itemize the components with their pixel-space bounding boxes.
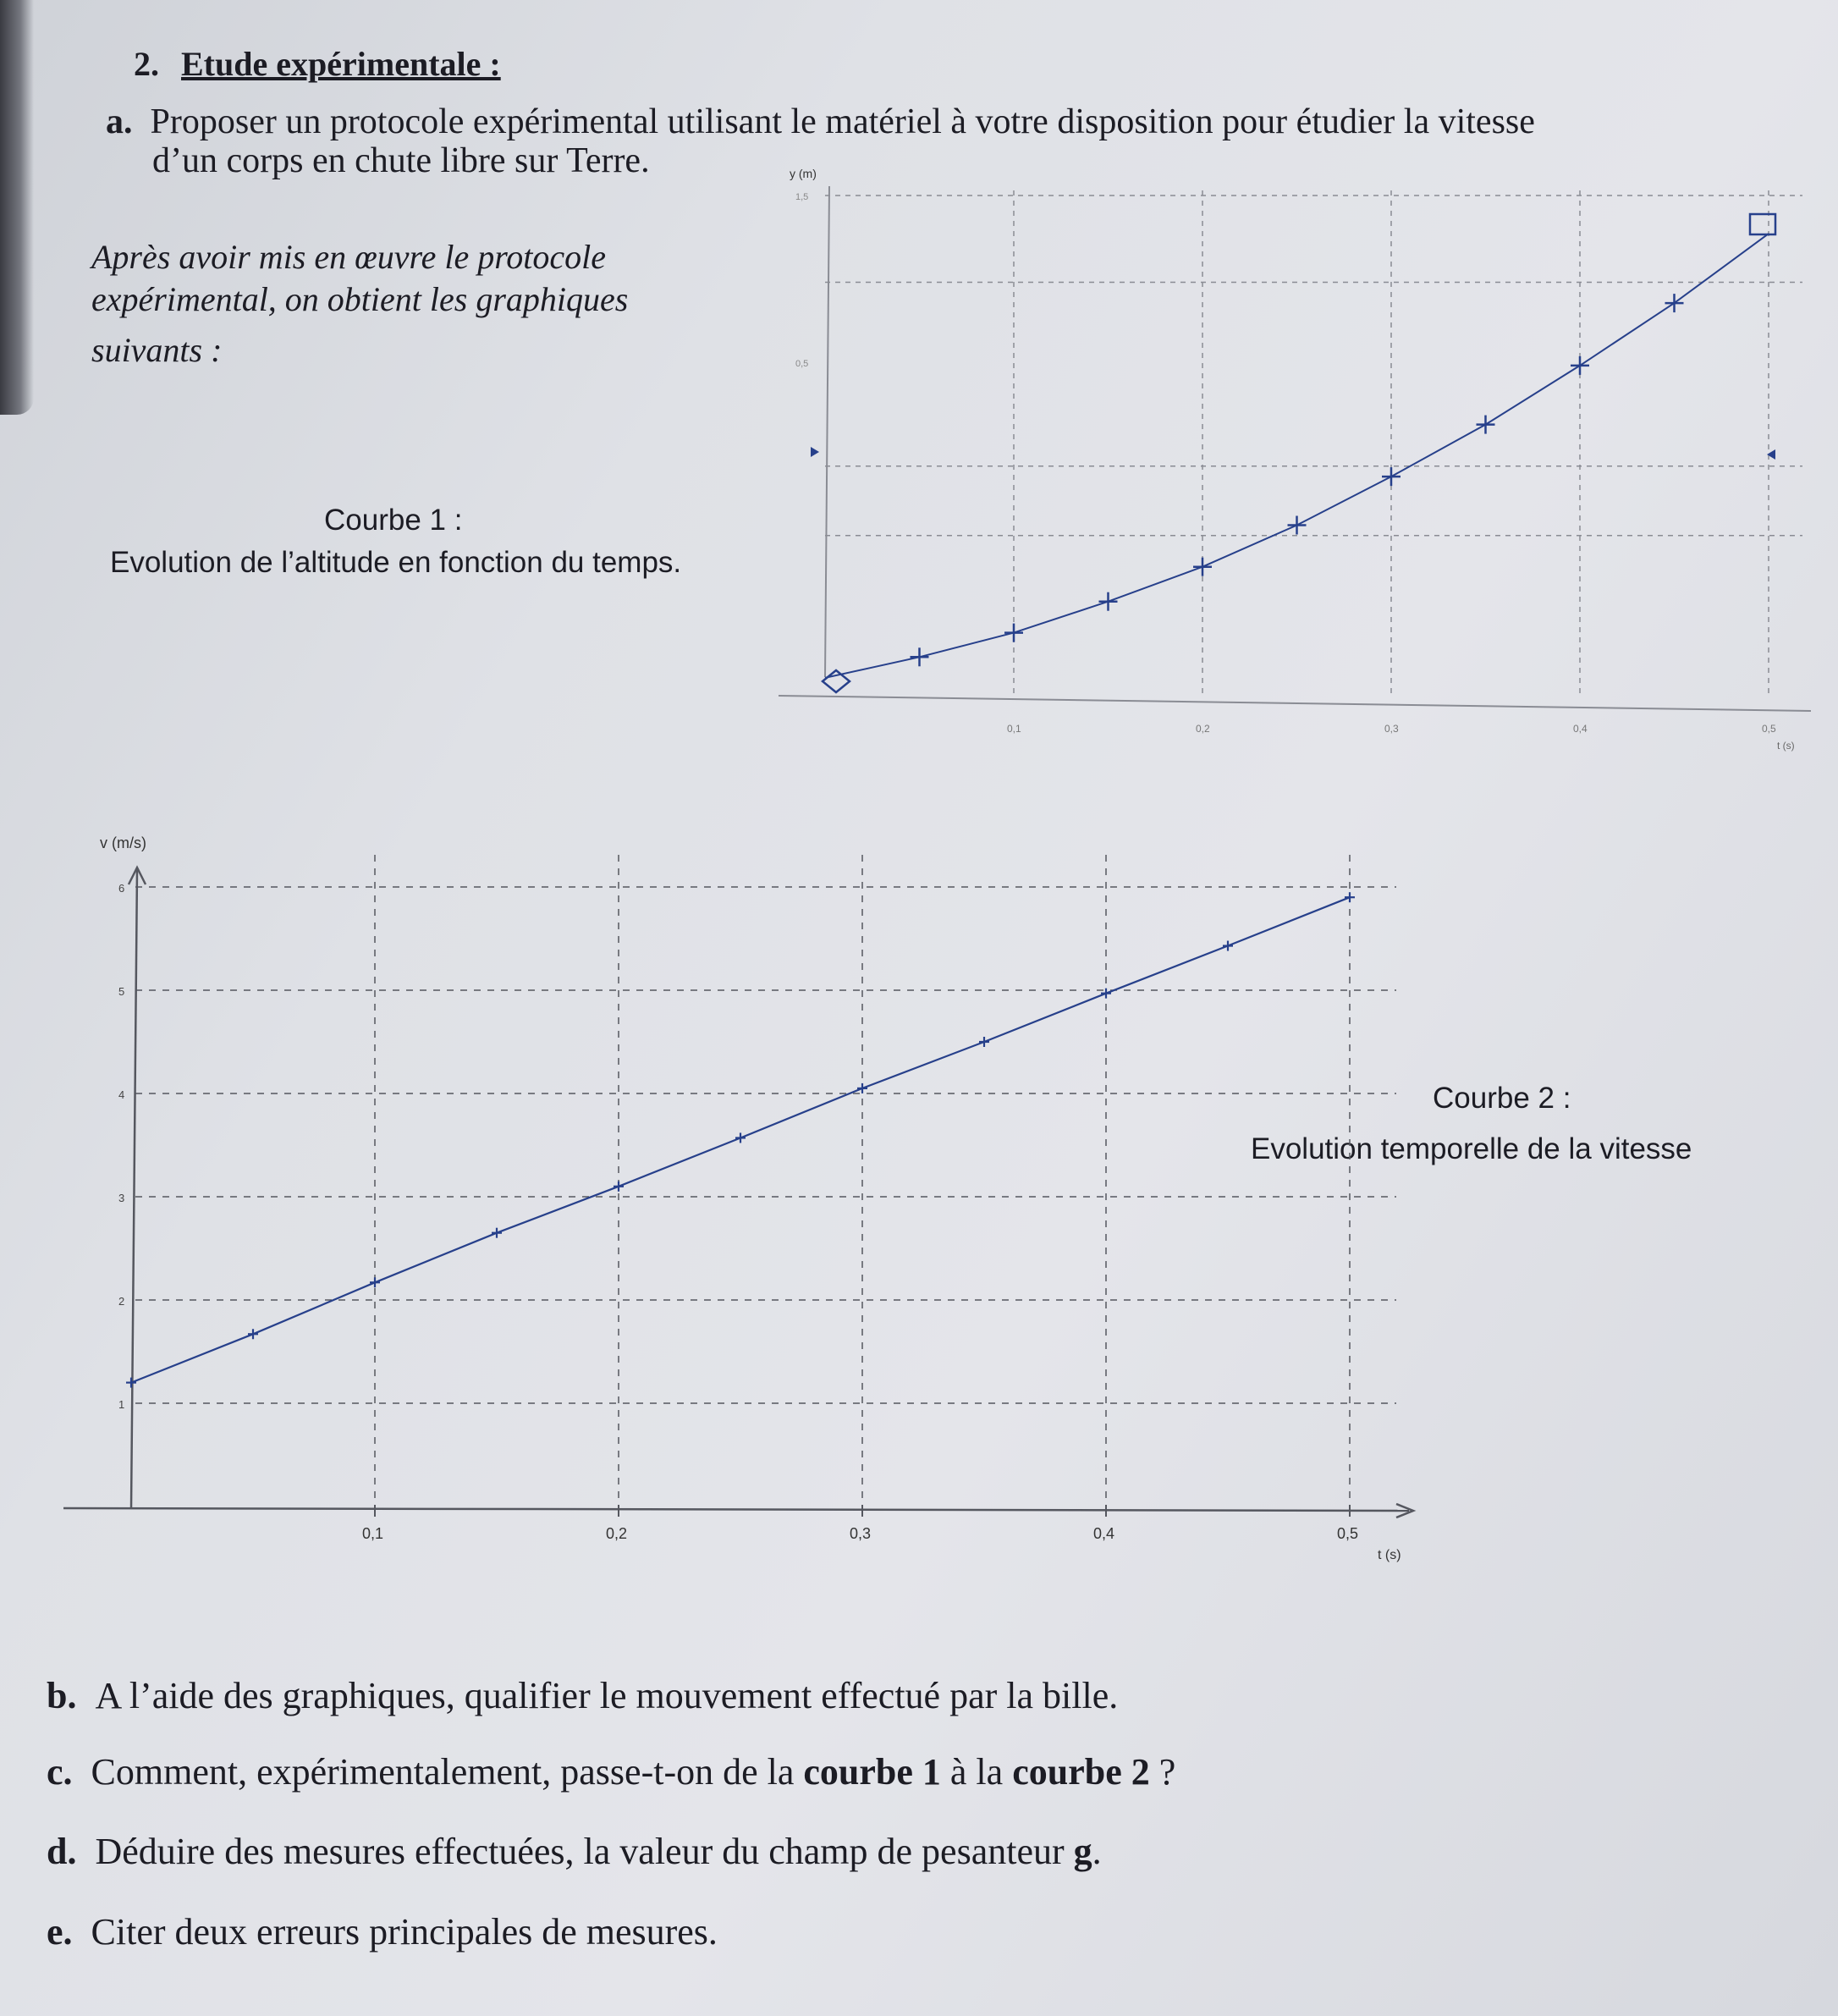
question-a-text: Proposer un protocole expérimental utilisant le matériel à votre disposition pour étudier la vitesse [150,102,1535,141]
question-b-letter: b. [47,1675,77,1716]
chart-2-ytick-label: 3 [118,1192,125,1204]
chart-2-tick-labels [118,882,1358,1542]
question-c-text-before: Comment, expérimentalement, passe-t-on de la [91,1751,804,1793]
chart-2-point [126,1378,136,1388]
chart-2-ytick-label: 2 [118,1295,125,1308]
intro-line3: suivants : [91,331,223,369]
question-d-text-before: Déduire des mesures effectuées, la valeur du champ de pesanteur [95,1831,1074,1872]
chart-2-points [126,892,1355,1387]
chart-2-point [979,1037,989,1047]
chart-1-xtick-label: 0,3 [1384,723,1399,735]
chart-2-ytick-label: 1 [118,1398,125,1411]
chart-1-point [1382,467,1401,486]
question-c-text-after: ? [1149,1751,1176,1793]
chart-1-end-marker-icon [1750,214,1775,234]
question-c [47,1750,1175,1793]
chart-2-ytick-label: 5 [118,985,125,998]
question-d [47,1830,1102,1873]
chart-1-ytick-label: 0,5 [795,358,809,369]
chart-1-xlabel: t (s) [1777,740,1795,752]
chart-2 [63,834,1413,1562]
chart-1-point [1004,624,1023,642]
chart-1-xtick-label: 0,1 [1007,723,1021,735]
chart-1-tick-labels [795,192,1776,735]
chart-1-points [911,294,1684,666]
question-b-text: A l’aide des graphiques, qualifier le mouvement effectué par la bille. [95,1675,1119,1716]
chart-2-xtick-label: 0,2 [606,1525,628,1542]
chart-1-point [1477,416,1495,434]
section-number: 2. [134,45,159,83]
question-c-letter: c. [47,1751,73,1793]
chart-1-point [1099,592,1118,611]
chart-2-ylabel: v (m/s) [100,834,146,851]
question-a-letter: a. [106,102,133,141]
intro-line2: expérimental, on obtient les graphiques [91,280,629,318]
question-c-courbe2: courbe 2 [1012,1751,1150,1793]
chart-1-ylabel: y (m) [790,167,817,180]
chart-2-xtick-label: 0,1 [362,1525,384,1542]
chart-2-xtick-label: 0,4 [1093,1525,1115,1542]
chart-1-xtick-label: 0,2 [1196,723,1210,735]
question-c-courbe1: courbe 1 [803,1751,941,1793]
chart-2-x-axis [63,1508,1409,1511]
question-b [47,1674,1118,1717]
chart-2-ytick-label: 4 [118,1088,125,1101]
question-e [47,1910,718,1953]
chart-1-point [1193,558,1212,576]
chart-2-point [857,1083,867,1093]
chart-1 [779,167,1811,752]
chart-2-point [370,1277,380,1287]
question-e-text: Citer deux erreurs principales de mesures. [91,1911,718,1953]
courbe2-caption: Evolution temporelle de la vitesse [1251,1132,1692,1165]
chart-2-point [248,1329,258,1339]
chart-1-y-axis [825,186,829,677]
chart-2-xlabel: t (s) [1378,1548,1401,1562]
question-e-letter: e. [47,1911,73,1953]
chart-2-y-axis [131,870,137,1508]
chart-2-xtick-label: 0,3 [850,1525,872,1542]
question-d-text-after: . [1092,1831,1102,1872]
chart-1-point [911,647,929,666]
chart-1-xtick-label: 0,5 [1762,723,1776,735]
courbe2-label: Courbe 2 : [1433,1082,1571,1115]
chart-1-series-line [825,234,1769,678]
chart-1-point [1665,294,1684,312]
chart-1-left-cursor-icon [811,447,819,457]
section-title-text: Etude expérimentale : [181,45,501,83]
courbe1-label: Courbe 1 : [324,504,463,537]
question-d-letter: d. [47,1831,77,1872]
intro-line1: Après avoir mis en œuvre le protocole [91,238,607,276]
chart-2-point [614,1182,624,1192]
chart-1-point [1288,516,1307,535]
question-d-g: g [1073,1831,1092,1872]
chart-2-point [492,1228,502,1238]
chart-2-point [1345,892,1355,902]
chart-2-ytick-label: 6 [118,882,125,895]
chart-2-point [1223,941,1233,951]
question-c-text-mid: à la [940,1751,1013,1793]
question-a-line2: d’un corps en chute libre sur Terre. [152,141,650,180]
chart-1-ytick-label: 1,5 [795,192,809,202]
chart-1-point [1571,356,1589,375]
chart-1-x-axis [779,696,1811,711]
courbe1-caption: Evolution de l’altitude en fonction du temps. [110,546,682,579]
chart-2-point [735,1132,746,1143]
chart-2-xtick-label: 0,5 [1337,1525,1359,1542]
chart-1-grid [825,190,1802,696]
chart-1-xtick-label: 0,4 [1573,723,1588,735]
